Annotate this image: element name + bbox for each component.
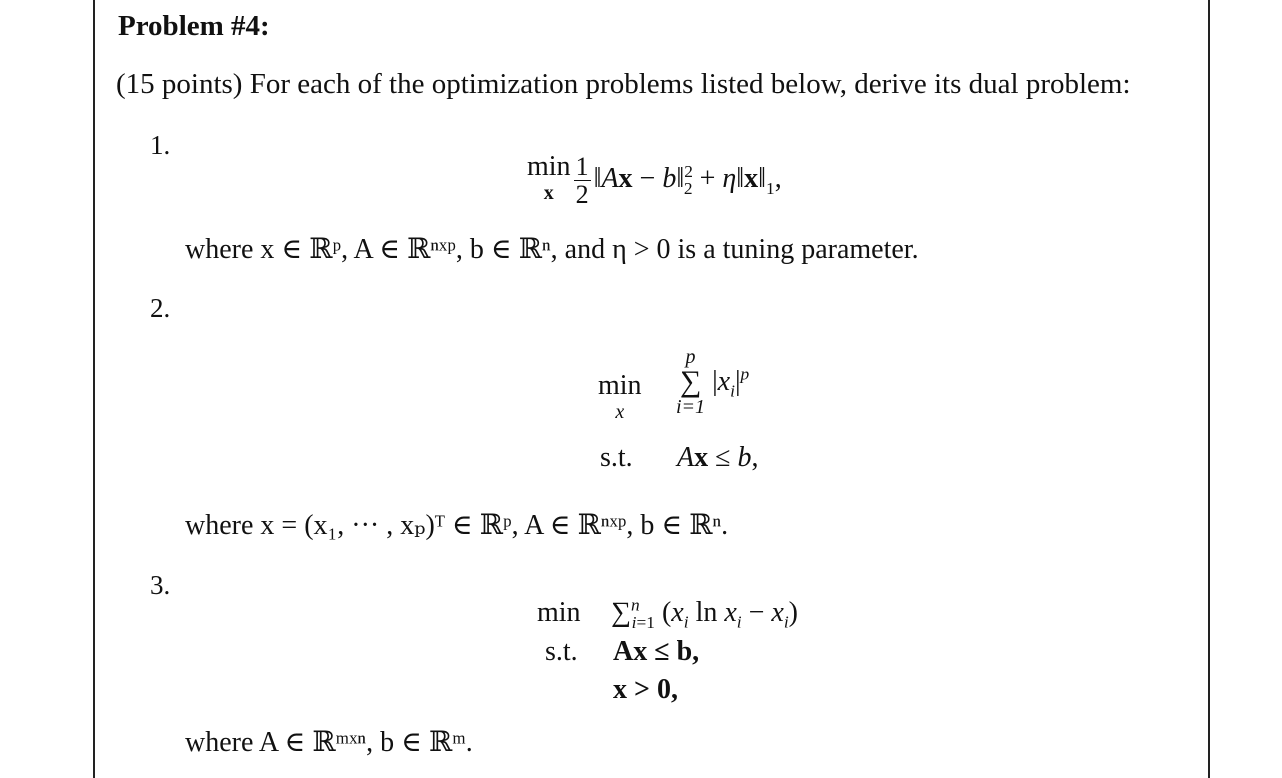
where-clause-2: where x = (x₁, ··· , xₚ)ᵀ ∈ ℝᵖ, A ∈ ℝⁿˣᵖ, b ∈ ℝⁿ. xyxy=(185,510,729,541)
objective-3: ∑$^n_{i=1}$ ($x_i$ $\ln x_i - x_i$) xyxy=(611,595,798,632)
sum-symbol: p ∑ i=1 xyxy=(676,346,706,418)
fraction-half: $\frac{1}{2}$ xyxy=(575,152,589,210)
equation-1: min x $\frac{1}{2}$ ‖Ax − b‖$^2_2$ + $\eta‖x‖_1$, xyxy=(527,151,782,210)
where-clause-3: where A ∈ ℝᵐˣⁿ, b ∈ ℝᵐ. xyxy=(185,727,473,758)
min-operator: min x xyxy=(527,151,571,204)
problem-intro: (15 points) For each of the optimization problems listed below, derive its dual problem: xyxy=(116,68,1131,100)
where-clause-1: where x ∈ ℝᵖ, A ∈ ℝⁿˣᵖ, b ∈ ℝⁿ, and η > 0 is a tuning parameter. xyxy=(185,234,919,265)
item-number-3: 3. xyxy=(150,570,171,600)
constraint-2: Ax ≤ b, xyxy=(677,442,759,473)
st-label-3: s.t. xyxy=(545,636,578,667)
min-label-3: min xyxy=(537,597,581,628)
constraint-3a: Ax ≤ b, xyxy=(613,636,700,667)
min-label-2: min x xyxy=(598,370,642,423)
item-number-1: 1. xyxy=(150,130,171,160)
st-label-2: s.t. xyxy=(600,442,633,473)
constraint-3b: x > 0, xyxy=(613,674,678,705)
item-number-2: 2. xyxy=(150,293,171,323)
objective-2: p ∑ i=1 $|x_i|^p$ xyxy=(676,346,750,418)
problem-title: Problem #4: xyxy=(118,10,270,42)
